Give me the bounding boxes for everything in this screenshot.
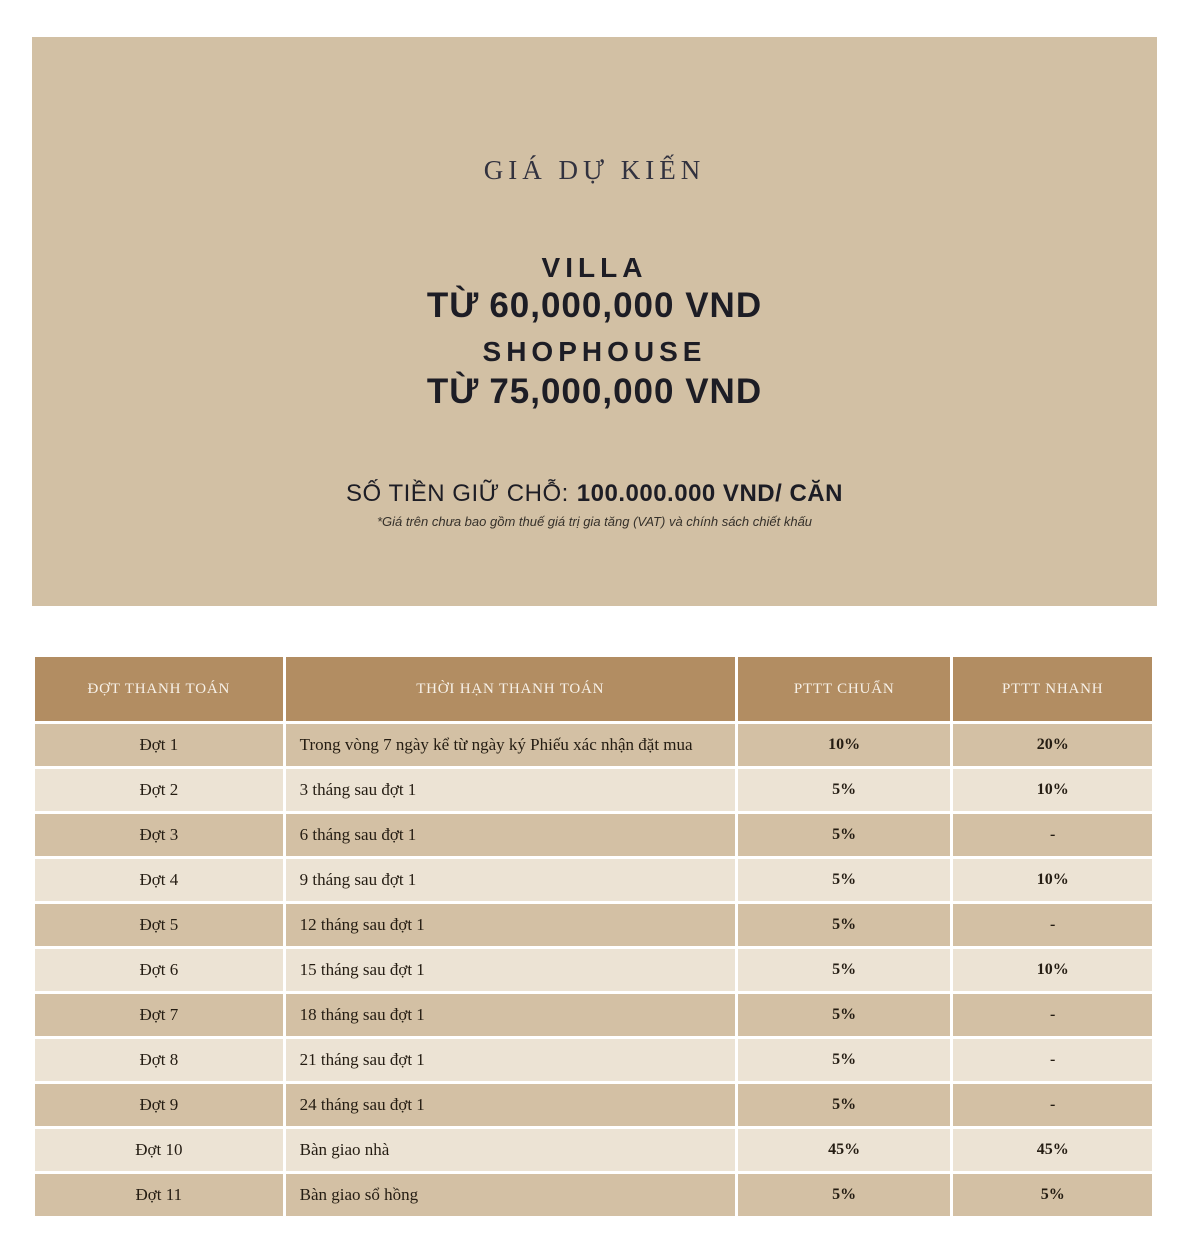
table-row: [35, 994, 1152, 1036]
header-payment-term: THỜI HẠN THANH TOÁN: [286, 657, 735, 721]
payment-schedule-table: [32, 654, 1155, 1219]
cell-term: 3 tháng sau đợt 1: [286, 769, 735, 811]
cell-installment: Đợt 9: [35, 1084, 283, 1126]
cell-installment: Đợt 7: [35, 994, 283, 1036]
table-row: [35, 1084, 1152, 1126]
cell-fast-pct: -: [953, 814, 1152, 856]
cell-fast-pct: 10%: [953, 949, 1152, 991]
header-standard-method: PTTT CHUẨN: [738, 657, 951, 721]
cell-fast-pct: -: [953, 904, 1152, 946]
banner-title: GIÁ DỰ KIẾN: [483, 155, 706, 185]
cell-term: 24 tháng sau đợt 1: [286, 1084, 735, 1126]
table-row: [35, 949, 1152, 991]
cell-installment: Đợt 6: [35, 949, 283, 991]
shophouse-label: SHOPHOUSE: [482, 336, 707, 367]
price-block: [32, 251, 1157, 413]
header-payment-installment: ĐỢT THANH TOÁN: [35, 657, 283, 721]
cell-term: Trong vòng 7 ngày kể từ ngày ký Phiếu xác nhận đặt mua: [286, 724, 735, 766]
cell-standard-pct: 45%: [738, 1129, 951, 1171]
cell-standard-pct: 5%: [738, 949, 951, 991]
cell-standard-pct: 5%: [738, 814, 951, 856]
cell-term: 9 tháng sau đợt 1: [286, 859, 735, 901]
cell-fast-pct: 45%: [953, 1129, 1152, 1171]
deposit-label: SỐ TIỀN GIỮ CHỖ:: [346, 480, 569, 507]
cell-term: 21 tháng sau đợt 1: [286, 1039, 735, 1081]
cell-fast-pct: 10%: [953, 769, 1152, 811]
cell-standard-pct: 5%: [738, 1039, 951, 1081]
table-row: [35, 1129, 1152, 1171]
header-fast-method: PTTT NHANH: [953, 657, 1152, 721]
cell-installment: Đợt 1: [35, 724, 283, 766]
table-row: [35, 859, 1152, 901]
villa-price-line: [32, 285, 1157, 327]
cell-term: 15 tháng sau đợt 1: [286, 949, 735, 991]
cell-standard-pct: 5%: [738, 859, 951, 901]
cell-term: Bàn giao sổ hồng: [286, 1174, 735, 1216]
shophouse-price-line: [32, 371, 1157, 413]
cell-term: Bàn giao nhà: [286, 1129, 735, 1171]
cell-installment: Đợt 8: [35, 1039, 283, 1081]
cell-standard-pct: 5%: [738, 1174, 951, 1216]
cell-installment: Đợt 3: [35, 814, 283, 856]
disclaimer-note: *Giá trên chưa bao gồm thuế giá trị gia tăng (VAT) và chính sách chiết khấu: [376, 514, 813, 529]
price-banner: [32, 37, 1157, 606]
deposit-line: [32, 479, 1157, 509]
cell-installment: Đợt 11: [35, 1174, 283, 1216]
table-row: [35, 904, 1152, 946]
cell-standard-pct: 5%: [738, 769, 951, 811]
cell-term: 6 tháng sau đợt 1: [286, 814, 735, 856]
cell-installment: Đợt 2: [35, 769, 283, 811]
cell-fast-pct: 5%: [953, 1174, 1152, 1216]
shophouse-price-prefix: TỪ: [426, 372, 480, 411]
cell-installment: Đợt 10: [35, 1129, 283, 1171]
villa-label: VILLA: [541, 252, 648, 283]
deposit-amount: 100.000.000 VND/ CĂN: [576, 480, 843, 507]
cell-installment: Đợt 4: [35, 859, 283, 901]
cell-standard-pct: 10%: [738, 724, 951, 766]
cell-fast-pct: 20%: [953, 724, 1152, 766]
table-row: [35, 1039, 1152, 1081]
table-row: [35, 1174, 1152, 1216]
cell-fast-pct: -: [953, 1039, 1152, 1081]
table-row: [35, 769, 1152, 811]
shophouse-price-amount: 75,000,000 VND: [489, 372, 763, 411]
cell-standard-pct: 5%: [738, 994, 951, 1036]
cell-standard-pct: 5%: [738, 1084, 951, 1126]
cell-standard-pct: 5%: [738, 904, 951, 946]
table-row: [35, 724, 1152, 766]
villa-price-prefix: TỪ: [426, 286, 480, 325]
cell-term: 18 tháng sau đợt 1: [286, 994, 735, 1036]
cell-term: 12 tháng sau đợt 1: [286, 904, 735, 946]
cell-fast-pct: 10%: [953, 859, 1152, 901]
villa-price-amount: 60,000,000 VND: [489, 286, 763, 325]
cell-fast-pct: -: [953, 994, 1152, 1036]
table-row: [35, 814, 1152, 856]
cell-fast-pct: -: [953, 1084, 1152, 1126]
cell-installment: Đợt 5: [35, 904, 283, 946]
table-header-row: [35, 657, 1152, 721]
